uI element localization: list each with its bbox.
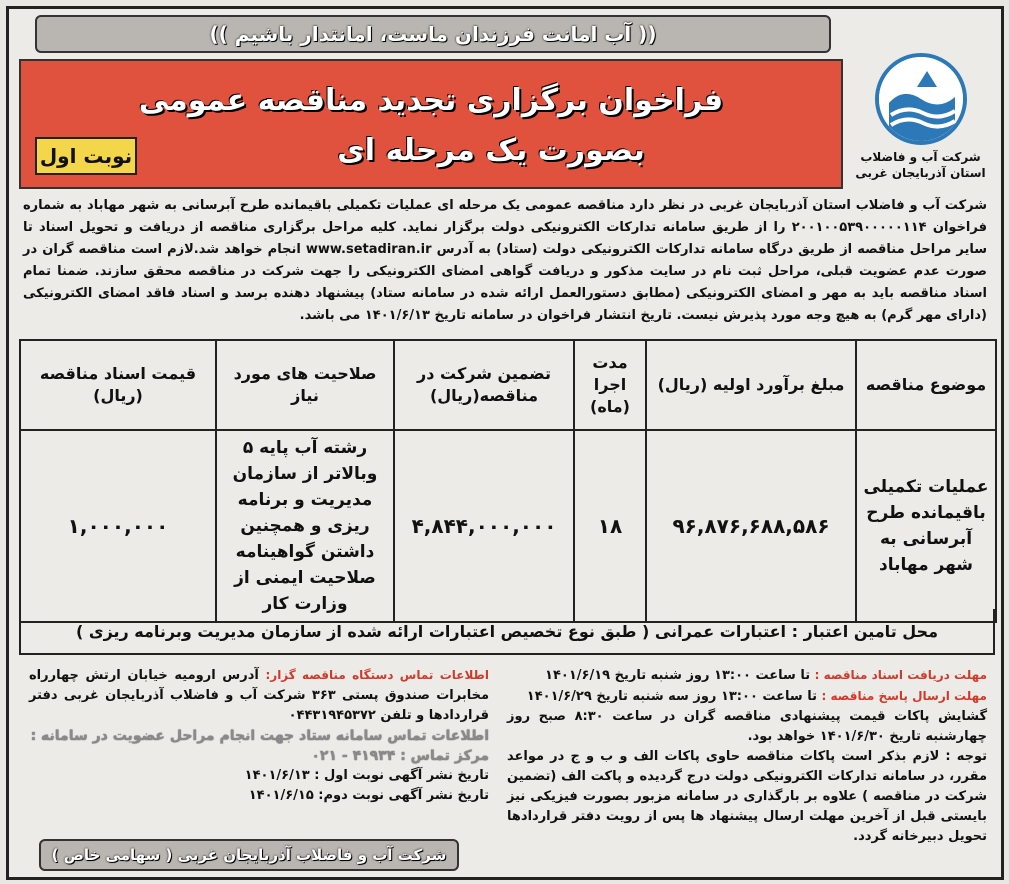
org-contact-text: آدرس ارومیه خیابان ارتش چهارراه مخابرات صندوق پستی ۳۶۳ شرکت آب و فاضلاب آذربایجان غربی دفتر قراردادها و تلفن ۰۴۴۳۱۹۴۵۳۷۲: [29, 668, 490, 723]
tender-notice: [6, 6, 1004, 880]
docs-deadline-text: تا ساعت ۱۳:۰۰ روز شنبه تاریخ ۱۴۰۱/۶/۱۹: [545, 668, 811, 683]
header-guarantee: تضمین شرکت در مناقصه(ریال): [394, 340, 574, 430]
submit-deadline-text: تا ساعت ۱۳:۰۰ روز سه شنبه تاریخ ۱۴۰۱/۶/۲۹: [526, 689, 817, 704]
table-row: [20, 430, 996, 622]
org-contact-label: اطلاعات تماس دستگاه مناقصه گزار:: [265, 668, 489, 682]
org-contact: [29, 665, 489, 726]
footer-banner: شرکت آب و فاضلاب آذربایجان غربی ( سهامی خاص ): [39, 839, 459, 871]
funding-source: محل تامین اعتبار : اعتبارات عمرانی ( طبق نوع تخصیص اعتبارات ارائه شده از سازمان مدیریت وبرنامه ریزی ): [19, 609, 995, 655]
opening-text: گشایش پاکات قیمت پیشنهادی مناقصه گران در ساعت ۸:۳۰ صبح روز چهارشنبه تاریخ ۱۴۰۱/۶/۳۰ خواهد بود.: [507, 709, 988, 744]
header-subject: موضوع مناقصه: [856, 340, 996, 430]
cell-guarantee: ۴,۸۴۴,۰۰۰,۰۰۰: [394, 430, 574, 622]
deadlines-block: [507, 665, 987, 847]
notice-subtitle: بصورت یک مرحله ای: [337, 133, 645, 168]
setad-contact-label: اطلاعات تماس سامانه ستاد جهت انجام مراحل عضویت در سامانه :: [30, 728, 489, 744]
org-name-line2: استان آذربایجان غربی: [855, 166, 986, 180]
org-name-line1: شرکت آب و فاضلاب: [860, 150, 981, 164]
organization-block: [848, 49, 993, 194]
slogan-banner: (( آب امانت فرزندان ماست، امانتدار باشیم )): [35, 15, 831, 53]
contact-block: [29, 665, 489, 806]
submit-deadline: [507, 686, 987, 707]
cell-subject: عملیات تکمیلی باقیمانده طرح آبرسانی به شهر مهاباد: [856, 430, 996, 622]
docs-deadline: [507, 665, 987, 686]
header-estimate: مبلغ برآورد اولیه (ریال): [646, 340, 856, 430]
cell-qualifications: رشته آب پایه ۵ وبالاتر از سازمان مدیریت و برنامه ریزی و همچنین داشتن گواهینامه صلاحیت ایمنی از وزارت کار: [216, 430, 394, 622]
header-qualifications: صلاحیت های مورد نیاز: [216, 340, 394, 430]
setad-call-center: مرکز تماس : ۴۱۹۳۴ - ۰۲۱: [311, 748, 489, 764]
table-header-row: [20, 340, 996, 430]
notice-title: فراخوان برگزاری تجدید مناقصه عمومی: [138, 83, 724, 118]
intro-paragraph: شرکت آب و فاضلاب استان آذربایجان غربی در نظر دارد مناقصه عمومی یک مرحله ای عملیات تکمیلی باقیمانده طرح آبرسانی به شهر مهاباد به شماره فراخوان ۲۰۰۱۰۰۵۳۹۰۰۰۰۰۱۱۴ را از طریق سامانه تدارکات الکترونیکی دولت برگزار نماید. کلیه مراحل برگزاری مناقصه از دریافت و تحویل اسناد تا سایر مراحل مناقصه از طریق درگاه سامانه تدارکات الکترونیکی دولت (ستاد) به آدرس www.setadiran.ir انجام خواهد شد.لازم است مناقصه گران در صورت عدم عضویت قبلی، مراحل ثبت نام در سایت مذکور و دریافت گواهی امضای الکترونیکی را جهت شرکت در مناقصه محقق سازند. ضمنا تمام اسناد مناقصه باید به مهر و امضای الکترونیکی (مطابق دستورالعمل ارائه شده در سامانه ستاد) پیشنهاد دهنده برسد و اسناد فاقد امضای الکترونیکی (دارای مهر گرم) به هیچ وجه مورد پذیرش نیست. تاریخ انتشار فراخوان در سامانه تاریخ ۱۴۰۱/۶/۱۳ می باشد.: [23, 198, 987, 323]
note-text: توجه : لازم بذکر است پاکات مناقصه حاوی پاکات الف و ب و ج در مواعد مقرر، در سامانه تدارکات الکترونیکی دولت درج گردیده و پاکت الف (تضمین شرکت در مناقصه ) علاوه بر بارگذاری در سامانه مزبور بصورت فیزیکی نیز بایستی قبل از آخرین مهلت ارسال پیشنهاد ها پس از رویت دفتر قراردادها تحویل دبیرخانه گردد.: [507, 749, 987, 844]
docs-deadline-label: مهلت دریافت اسناد مناقصه :: [814, 668, 987, 682]
header-duration: مدت اجرا (ماه): [574, 340, 646, 430]
cell-duration: ۱۸: [574, 430, 646, 622]
title-band: [19, 59, 843, 189]
publish-date-second: تاریخ نشر آگهی نوبت دوم: ۱۴۰۱/۶/۱۵: [248, 788, 489, 803]
tender-table: [19, 339, 997, 623]
cell-doc-price: ۱,۰۰۰,۰۰۰: [20, 430, 216, 622]
publish-date-first: تاریخ نشر آگهی نوبت اول : ۱۴۰۱/۶/۱۳: [244, 768, 489, 783]
header-doc-price: قیمت اسناد مناقصه (ریال): [20, 340, 216, 430]
water-company-logo-icon: [875, 53, 967, 145]
cell-estimate: ۹۶,۸۷۶,۶۸۸,۵۸۶: [646, 430, 856, 622]
submit-deadline-label: مهلت ارسال پاسخ مناقصه :: [821, 689, 987, 703]
round-badge: نوبت اول: [35, 137, 137, 175]
